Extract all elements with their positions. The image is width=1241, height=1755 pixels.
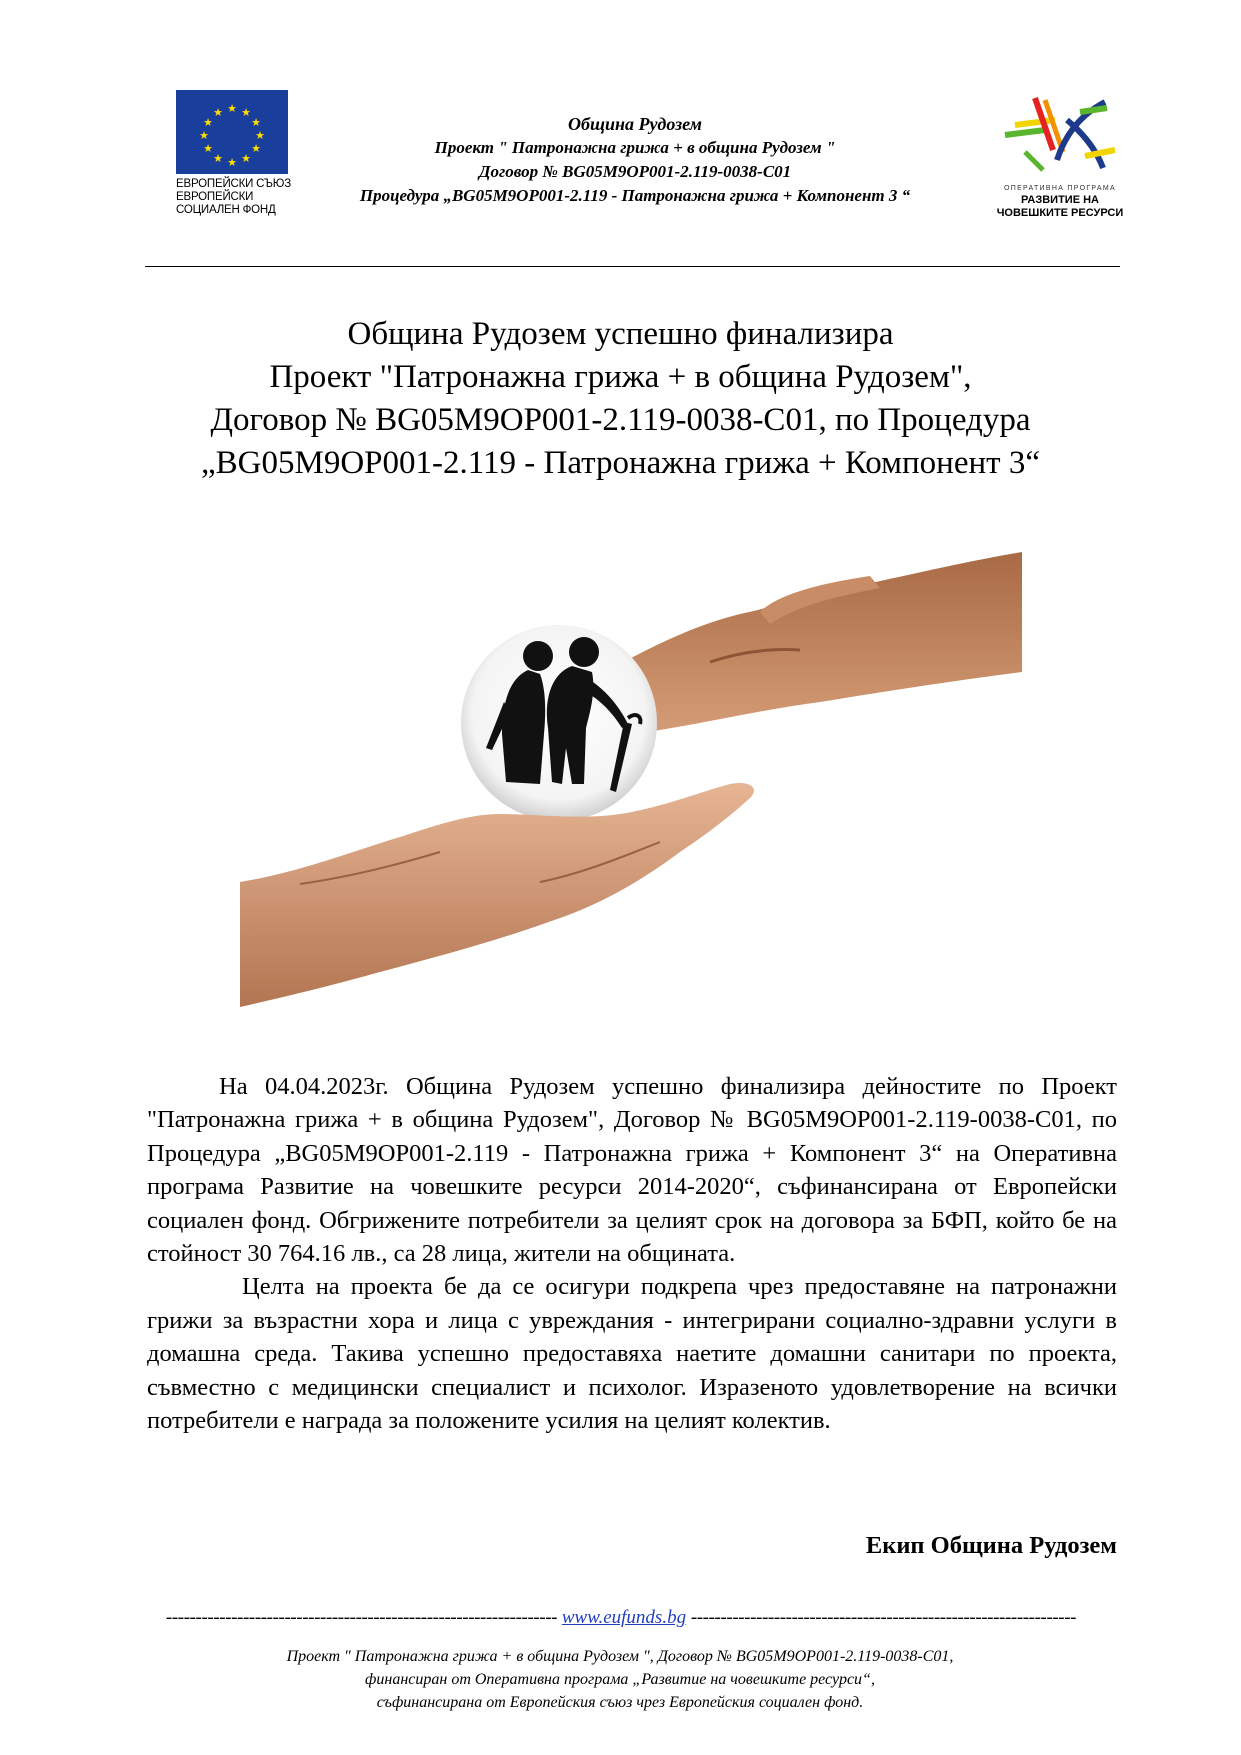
eu-logo xyxy=(176,90,294,217)
svg-text:★: ★ xyxy=(241,153,251,165)
footer-line-3: съфинансирана от Европейския съюз чрез Европейския социален фонд. xyxy=(376,1694,864,1711)
svg-text:★: ★ xyxy=(255,130,265,142)
eufunds-link[interactable]: www.eufunds.bg xyxy=(561,1607,687,1628)
svg-text:★: ★ xyxy=(199,130,209,142)
body-paragraph-2: Целта на проекта бе да се осигури подкрепа чрез предоставяне на патронажни грижи за възрастни хора и лица с увреждания - интегрирани социално-здравни услуги в домашна среда. Такива успешно предоставяха наетите домашни санитари по проекта, съвместно с медицински специалист и психолог. Изразеното удовлетворение на всички потребители е награда за положените усилия на целият колектив. xyxy=(147,1273,1117,1435)
footer-dashes-left: ------------------------------------------------------------------ xyxy=(165,1607,558,1628)
footer-link-line xyxy=(66,1607,1176,1629)
op-hrd-logo: ОПЕРАТИВНА ПРОГРАМА РАЗВИТИЕ НА ЧОВЕШКИТЕ РЕСУРСИ xyxy=(985,90,1135,225)
header-divider xyxy=(145,266,1120,267)
svg-text:★: ★ xyxy=(251,117,261,129)
hands-protecting-elderly-couple-icon xyxy=(240,552,1022,1007)
footer-text xyxy=(120,1645,1120,1714)
header-text xyxy=(290,112,980,208)
svg-text:★: ★ xyxy=(213,153,223,165)
svg-text:★: ★ xyxy=(227,103,237,115)
eu-logo-caption: ЕВРОПЕЙСКИ СЪЮЗ ЕВРОПЕЙСКИ СОЦИАЛЕН ФОНД xyxy=(176,178,291,216)
op-hrd-logo-icon xyxy=(985,90,1135,185)
eu-flag-icon xyxy=(176,90,288,174)
header-procedure: Процедура „BG05M9OP001-2.119 - Патронажна грижа + Компонент 3 “ xyxy=(359,186,911,205)
body-text xyxy=(147,1070,1117,1437)
signature: Екип Община Рудозем xyxy=(865,1532,1117,1559)
svg-text:★: ★ xyxy=(203,143,213,155)
header-project: Проект " Патронажна грижа + в община Рудозем " xyxy=(434,138,836,157)
footer-dashes-right: ----------------------------------------------------------------- xyxy=(690,1607,1077,1628)
page-title: Община Рудозем успешно финализира Проект "Патронажна грижа + в община Рудозем", Договор № BG05M9OP001-2.119-0038-C01, по Процедура „BG05M9OP001-2.119 - Патронажна грижа + Компонент 3“ xyxy=(201,316,1040,481)
svg-text:★: ★ xyxy=(251,143,261,155)
body-paragraph-1: На 04.04.2023г. Община Рудозем успешно финализира дейностите по Проект "Патронажна грижа + в община Рудозем", Договор № BG05M9OP001-2.119-0038-C01, по Процедура „BG05M9OP001-2.119 - Патронажна грижа + Компонент 3“ на Оперативна програма Развитие на човешките ресурси 2014-2020“, съфинансирана от Европейски социален фонд. Обгрижените потребители за целият срок на договора за БФП, който бе на стойност 30 764.16 лв., са 28 лица, жители на общината. xyxy=(147,1073,1117,1268)
svg-text:★: ★ xyxy=(241,107,251,119)
footer-line-1: Проект " Патронажна грижа + в община Рудозем ", Договор № BG05M9OP001-2.119-0038-C01, xyxy=(286,1648,954,1665)
svg-text:★: ★ xyxy=(227,157,237,169)
header-contract: Договор № BG05M9OP001-2.119-0038-C01 xyxy=(478,162,792,181)
footer-line-2: финансиран от Оперативна програма „Развитие на човешките ресурси“, xyxy=(365,1671,875,1688)
svg-text:★: ★ xyxy=(213,107,223,119)
header-municipality: Община Рудозем xyxy=(568,114,702,134)
svg-text:★: ★ xyxy=(203,117,213,129)
